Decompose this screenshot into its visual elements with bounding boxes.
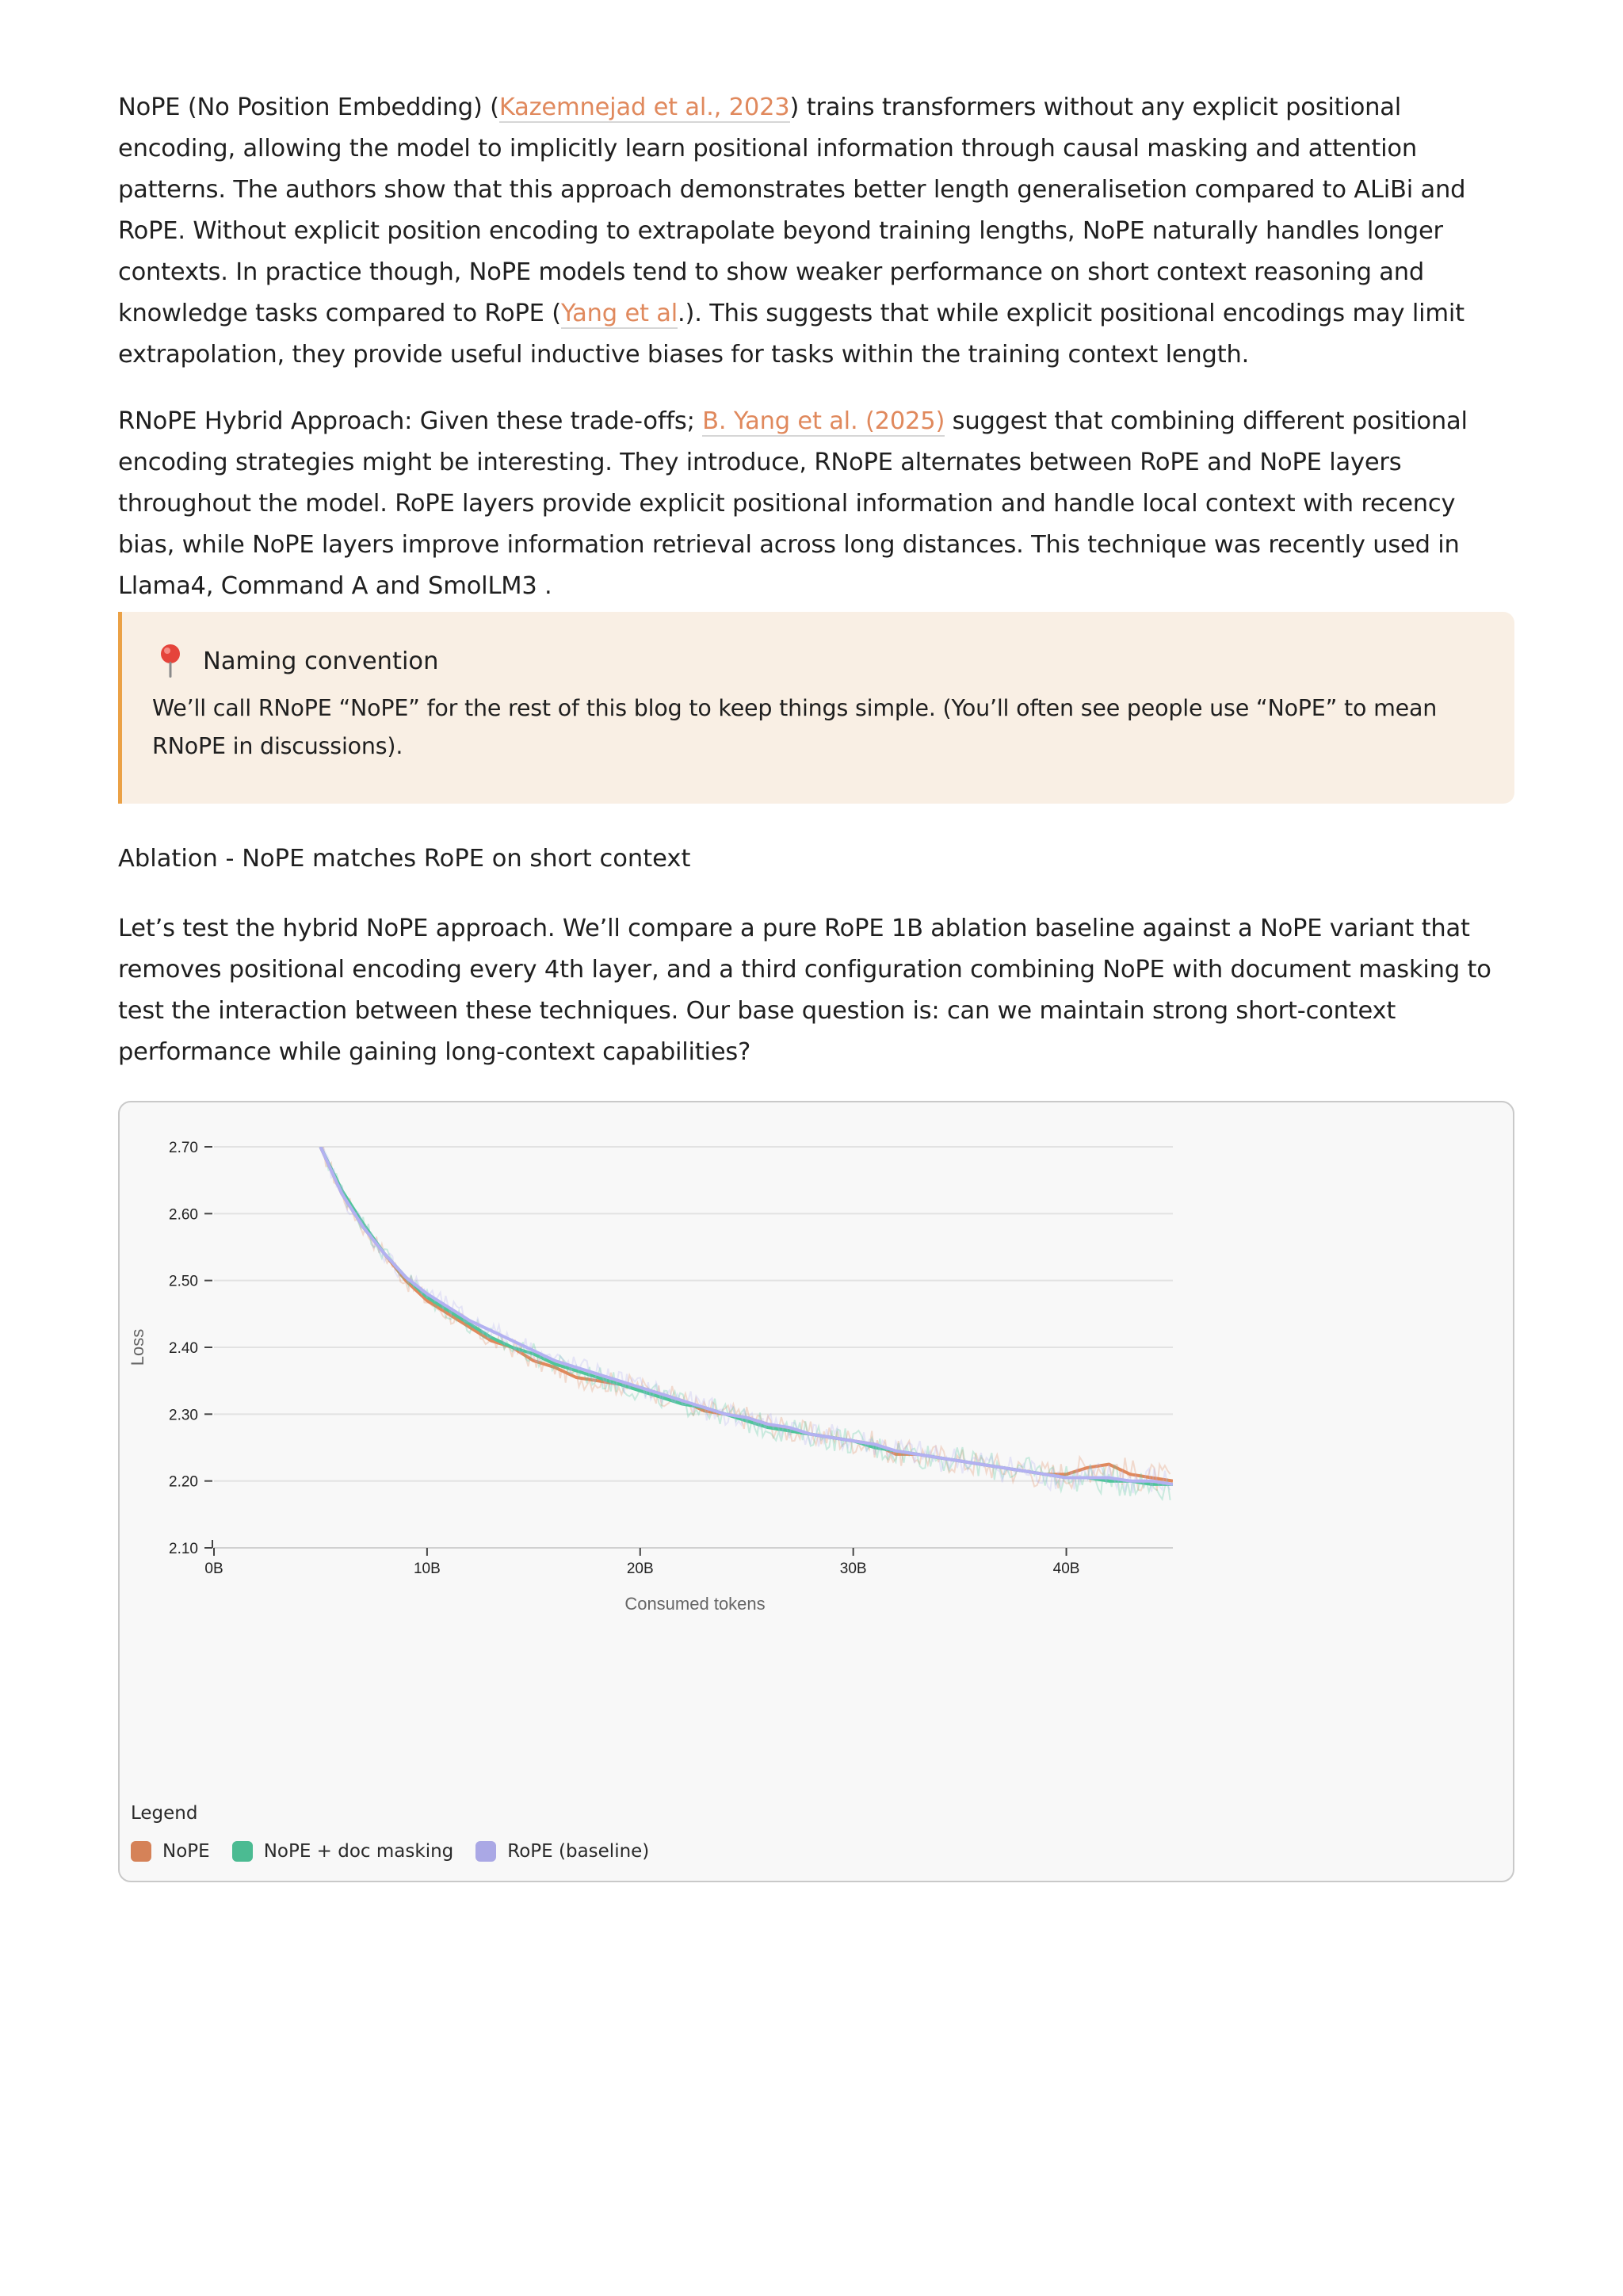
- x-tick-label: 10B: [413, 1561, 441, 1577]
- y-axis-label: Loss: [128, 1328, 147, 1366]
- citation-b-yang-link[interactable]: B. Yang et al. (2025): [702, 407, 945, 435]
- legend-item[interactable]: [232, 1841, 454, 1862]
- y-tick-label: 2.10: [169, 1541, 198, 1557]
- loss-chart-card: [118, 1101, 1514, 1882]
- rnope-paragraph: [118, 401, 1514, 607]
- callout-header: [152, 642, 1467, 680]
- citation-yang-link[interactable]: Yang et al: [560, 300, 678, 327]
- series-line[interactable]: [320, 1147, 1173, 1481]
- legend-swatch: [475, 1841, 496, 1862]
- legend-swatch: [131, 1841, 151, 1862]
- x-tick-label: 40B: [1052, 1561, 1080, 1577]
- nope-text-1: NoPE (No Position Embedding) (: [118, 94, 499, 121]
- legend: [131, 1841, 671, 1862]
- ablation-paragraph: Let’s test the hybrid NoPE approach. We’ll compare a pure RoPE 1B ablation baseline against a NoPE variant that removes positional encoding every 4th layer, and a third configuration combining NoPE with document masking to test the interaction between these techniques. Our base question is: can we maintain strong short-context performance while gaining long-context capabilities?: [118, 915, 1491, 1066]
- legend-label: RoPE (baseline): [507, 1841, 650, 1862]
- legend-label: NoPE: [162, 1841, 210, 1862]
- y-tick-label: 2.20: [169, 1473, 198, 1491]
- loss-chart[interactable]: [120, 1102, 1513, 1792]
- x-tick-label: 30B: [839, 1561, 867, 1577]
- y-tick-label: 2.70: [169, 1140, 198, 1156]
- y-tick-label: 2.40: [169, 1340, 198, 1357]
- raw-series-line: [320, 1140, 1170, 1500]
- y-tick-label: 2.30: [169, 1407, 198, 1424]
- rnope-text-2: suggest that combining different positional encoding strategies might be interesting. They introduce, RNoPE alternates between RoPE and NoPE layers throughout the model. RoPE layers provide explicit positional information and handle local context with recency bias, while NoPE layers improve information retrieval across long distances. This technique was recently used in Llama4, Command A and SmolLM3 .: [118, 407, 1468, 600]
- x-axis-label: Consumed tokens: [624, 1594, 766, 1614]
- section-heading: Ablation - NoPE matches RoPE on short context: [118, 845, 691, 873]
- x-tick-label: 0B: [204, 1561, 223, 1577]
- nope-text-3: .). This suggests that while explicit positional encodings may limit extrapolation, they provide useful inductive biases for tasks within the training context length.: [118, 300, 1465, 369]
- callout-text: We’ll call RNoPE “NoPE” for the rest of this blog to keep things simple. (You’ll often see people use “NoPE” to mean RNoPE in discussions).: [152, 695, 1438, 759]
- y-tick-label: 2.50: [169, 1273, 198, 1290]
- naming-convention-callout: [118, 612, 1514, 804]
- article-body: [118, 87, 1514, 632]
- nope-paragraph: [118, 87, 1514, 376]
- callout-title: Naming convention: [203, 647, 439, 675]
- y-tick-label: 2.60: [169, 1206, 198, 1224]
- raw-series-line: [320, 1139, 1170, 1493]
- legend-swatch: [232, 1841, 253, 1862]
- legend-label: NoPE + doc masking: [263, 1841, 454, 1862]
- legend-title: Legend: [131, 1803, 198, 1824]
- rnope-text-1: RNoPE Hybrid Approach: Given these trade-offs;: [118, 407, 703, 435]
- citation-kazemnejad-link[interactable]: Kazemnejad et al., 2023: [498, 94, 790, 121]
- pin-icon: [152, 642, 189, 680]
- legend-item[interactable]: [131, 1841, 210, 1862]
- legend-item[interactable]: [475, 1841, 649, 1862]
- nope-text-2: ) trains transformers without any explicit positional encoding, allowing the model to implicitly learn positional information through causal masking and attention patterns. The authors show that this approach demonstrates better length generalisetion compared to ALiBi and RoPE. Without explicit position encoding to extrapolate beyond training lengths, NoPE naturally handles longer contexts. In practice though, NoPE models tend to show weaker performance on short context reasoning and knowledge tasks compared to RoPE (: [118, 94, 1466, 327]
- x-tick-label: 20B: [626, 1561, 654, 1577]
